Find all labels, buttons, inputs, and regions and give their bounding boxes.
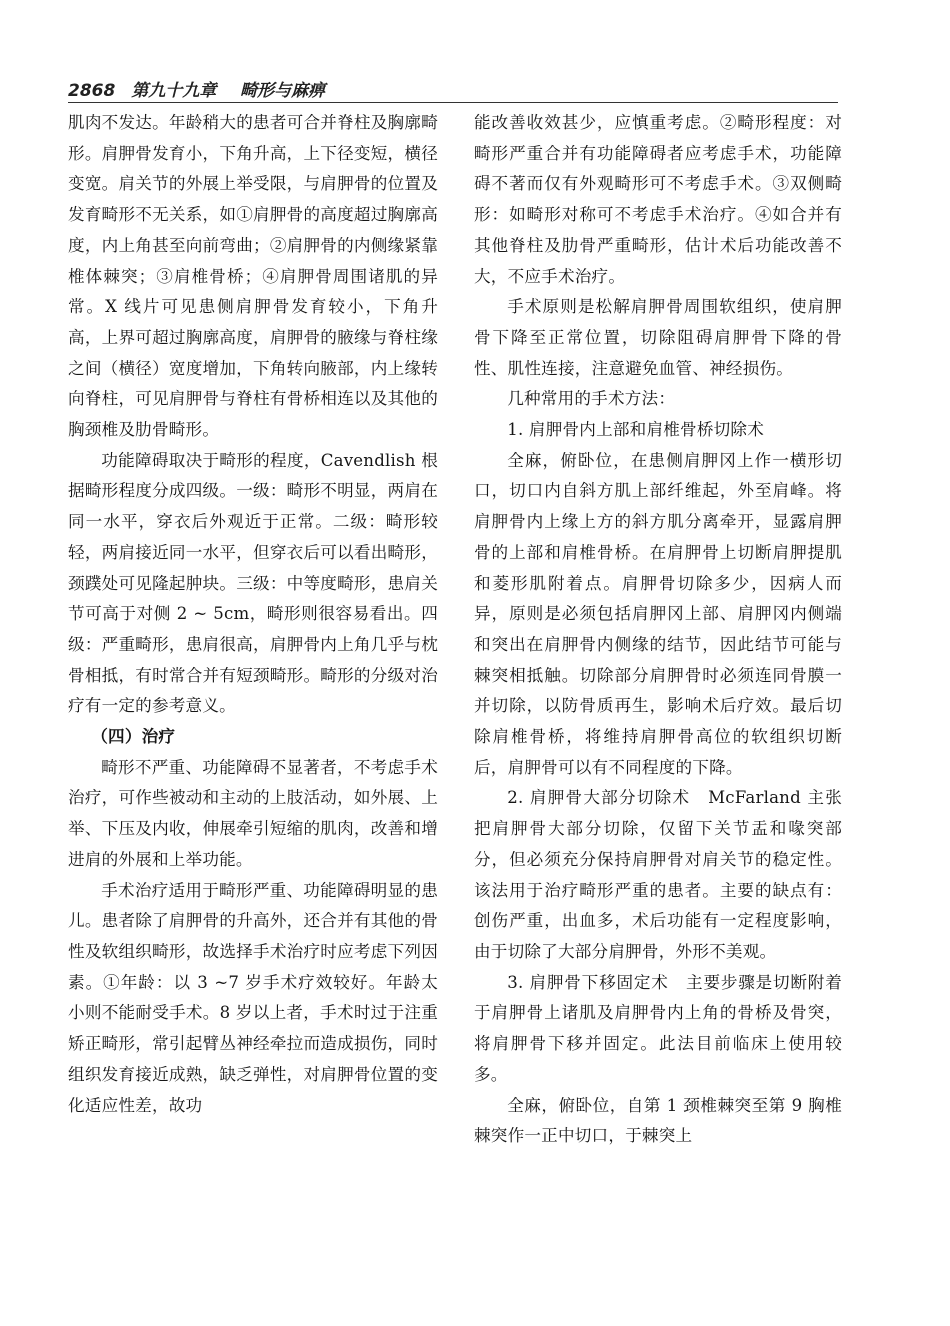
paragraph: 畸形不严重、功能障碍不显著者，不考虑手术治疗，可作些被动和主动的上肢活动，如外展、上举、下压及内收，伸展牵引短缩的肌肉，改善和增进肩的外展和上举功能。 bbox=[68, 757, 438, 869]
paragraph: 2. 肩胛骨大部分切除术 McFarland 主张把肩胛骨大部分切除，仅留下关节盂和喙突部分，但必须充分保持肩胛骨对肩关节的稳定性。该法用于治疗畸形严重的患者。主要的缺点有：创伤严重，出血多，术后功能有一定程度影响，由于切除了大部分肩胛骨，外形不美观。 bbox=[474, 788, 842, 961]
page-number: 2868 bbox=[68, 81, 116, 101]
paragraph: 全麻，俯卧位，在患侧肩胛冈上作一横形切口，切口内自斜方肌上部纤维起，外至肩峰。将肩胛骨内上缘上方的斜方肌分离牵开，显露肩胛骨的上部和肩椎骨桥。在肩胛骨上切断肩胛提肌和菱形肌附着点。肩胛骨切除多少，因病人而异，原则是必须包括肩胛冈上部、肩胛冈内侧端和突出在肩胛骨内侧缘的结节，因此结节可能与棘突相抵触。切除部分肩胛骨时必须连同骨膜一并切除，以防骨质再生，影响术后疗效。最后切除肩椎骨桥，将维持肩胛骨高位的软组织切断后，肩胛骨可以有不同程度的下降。 bbox=[474, 450, 842, 777]
running-header bbox=[68, 76, 838, 102]
paragraph: 肌肉不发达。年龄稍大的患者可合并脊柱及胸廓畸形。肩胛骨发育小，下角升高，上下径变短，横径变宽。肩关节的外展上举受限，与肩胛骨的位置及发育畸形不无关系，如①肩胛骨的高度超过胸廓高度，内上角甚至向前弯曲；②肩胛骨的内侧缘紧靠椎体棘突；③肩椎骨桥；④肩胛骨周围诸肌的异常。X 线片可见患侧肩胛骨发育较小，下角升高，上界可超过胸廓高度，肩胛骨的腋缘与脊柱缘之间（横径）宽度增加，下角转向腋部，内上缘转向脊柱，可见肩胛骨与脊柱有骨桥相连以及其他的胸颈椎及肋骨畸形。 bbox=[68, 113, 438, 440]
paragraph: 功能障碍取决于畸形的程度，Cavendlish 根据畸形程度分成四级。一级：畸形不明显，两肩在同一水平，穿衣后外观近于正常。二级：畸形较轻，两肩接近同一水平，但穿衣后可以看出畸形，颈蹼处可见隆起肿块。三级：中等度畸形，患肩关节可高于对侧 2 ~ 5cm，畸形则很容易看出。四级：严重畸形，患肩很高，肩胛骨内上角几乎与枕骨相抵，有时常合并有短颈畸形。畸形的分级对治疗有一定的参考意义。 bbox=[68, 450, 438, 716]
chapter-label: 第九十九章 bbox=[131, 81, 217, 101]
right-column bbox=[474, 108, 842, 1152]
chapter-title: 畸形与麻痹 bbox=[240, 81, 326, 101]
paragraph: 3. 肩胛骨下移固定术 主要步骤是切断附着于肩胛骨上诸肌及肩胛骨内上角的骨桥及骨突，将肩胛骨下移并固定。此法目前临床上使用较多。 bbox=[474, 972, 842, 1084]
header-rule bbox=[68, 102, 838, 103]
paragraph: 几种常用的手术方法： bbox=[507, 389, 676, 409]
paragraph: 手术原则是松解肩胛骨周围软组织，使肩胛骨下降至正常位置，切除阻碍肩胛骨下降的骨性、肌性连接，注意避免血管、神经损伤。 bbox=[474, 297, 842, 378]
paragraph: 1. 肩胛骨内上部和肩椎骨桥切除术 bbox=[507, 420, 765, 440]
paragraph: 手术治疗适用于畸形严重、功能障碍明显的患儿。患者除了肩胛骨的升高外，还合并有其他的骨性及软组织畸形，故选择手术治疗时应考虑下列因素。①年龄：以 3 ~7 岁手术疗效较好。年龄太小则不能耐受手术。8 岁以上者，手术时过于注重矫正畸形，常引起臂丛神经牵拉而造成损伤，同时组织发育接近成熟，缺乏弹性，对肩胛骨位置的变化适应性差，故功 bbox=[68, 880, 438, 1115]
paragraph: 全麻，俯卧位，自第 1 颈椎棘突至第 9 胸椎棘突作一正中切口，于棘突上 bbox=[474, 1095, 842, 1146]
section-heading: （四）治疗 bbox=[91, 727, 176, 747]
left-column bbox=[68, 108, 438, 1121]
paragraph: 能改善收效甚少，应慎重考虑。②畸形程度：对畸形严重合并有功能障碍者应考虑手术，功能障碍不著而仅有外观畸形可不考虑手术。③双侧畸形：如畸形对称可不考虑手术治疗。④如合并有其他脊柱及肋骨严重畸形，估计术后功能改善不大，不应手术治疗。 bbox=[474, 113, 842, 286]
